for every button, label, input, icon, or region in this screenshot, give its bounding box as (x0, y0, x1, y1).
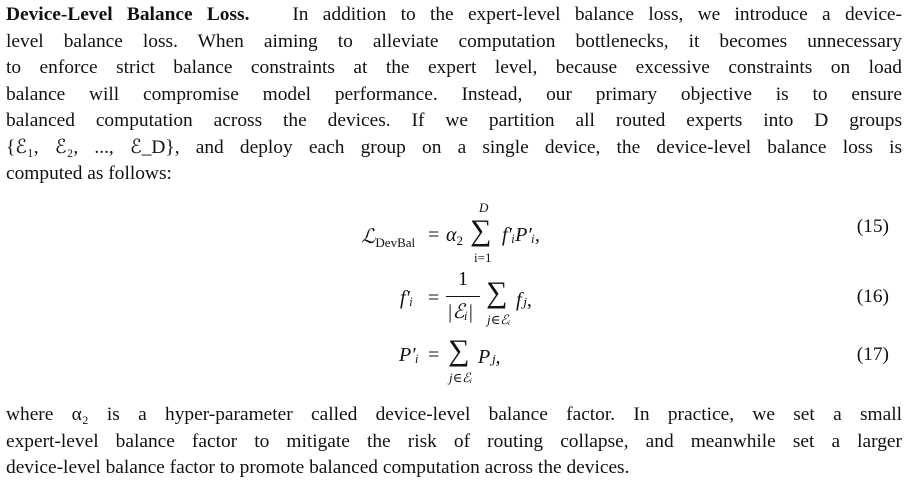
closing-line-2: expert-level balance factor to mitigate the risk of routing collapse, and meanwhile set a larger (6, 430, 902, 452)
eq15-alpha: $\alpha_2$ (446, 224, 463, 248)
eq16-sum-symbol: ∑ (486, 276, 508, 309)
intro-line-1: Device-Level Balance Loss. In addition to the expert-level balance loss, we introduce a device- (6, 4, 902, 25)
closing-paragraph (6, 402, 902, 482)
eq15-upper-limit: D (479, 200, 489, 215)
intro-line-6: {ℰ₁, ℰ₂, ..., ℰ_D}, and deploy each group on a single device, the device-level balance loss is (6, 136, 902, 158)
closing-line-3: device-level balance factor to promote balanced computation across the devices. (6, 457, 630, 478)
intro-line-4: balance will compromise model performance. Instead, our primary objective is to ensure (6, 83, 902, 105)
eq17-lhs: P′ᵢ (399, 344, 419, 366)
eq15-sum-symbol: ∑ (470, 214, 492, 247)
eq17-equals: = (428, 344, 440, 366)
eq15-lhs: ℒ$_{DevBal}$ (361, 224, 416, 250)
eq16-number: (16) (856, 286, 889, 307)
intro-line-2: level balance loss. When aiming to alleviate computation bottlenecks, it becomes unnecessary (6, 30, 902, 52)
eq16-lower-limit: j∈ℰᵢ (487, 312, 511, 327)
eq17-lower-limit: j∈ℰᵢ (449, 370, 473, 385)
equation-15 (0, 198, 909, 265)
intro-line-3: to enforce strict balance constraints at the expert level, because excessive constraints on load (6, 57, 902, 78)
eq16-denominator: |ℰᵢ| (447, 301, 474, 323)
eq17-number: (17) (856, 344, 889, 365)
eq15-equals: = (428, 224, 440, 246)
eq16-fraction-bar (446, 296, 480, 297)
intro-line-7: computed as follows: (6, 163, 172, 184)
eq16-term: fⱼ, (516, 289, 532, 311)
closing-line-1: where α₂ is a hyper-parameter called device-level balance factor. In practice, we set a small (6, 404, 902, 425)
section-heading: Device-Level Balance Loss. (6, 4, 250, 25)
eq16-numerator: 1 (458, 268, 468, 290)
eq15-term: f′ᵢP′ᵢ, (502, 224, 540, 246)
eq17-sum-symbol: ∑ (448, 334, 470, 367)
eq15-number: (15) (856, 216, 889, 237)
eq17-term: Pⱼ, (478, 346, 501, 368)
intro-line-5: balanced computation across the devices. If we partition all routed experts into D groups (6, 110, 902, 131)
equation-16 (0, 268, 909, 332)
equation-17 (0, 334, 909, 398)
intro-paragraph (6, 2, 902, 188)
eq15-lower-limit: i=1 (474, 250, 492, 265)
eq16-equals: = (428, 287, 440, 309)
eq16-lhs: f′ᵢ (400, 287, 414, 309)
